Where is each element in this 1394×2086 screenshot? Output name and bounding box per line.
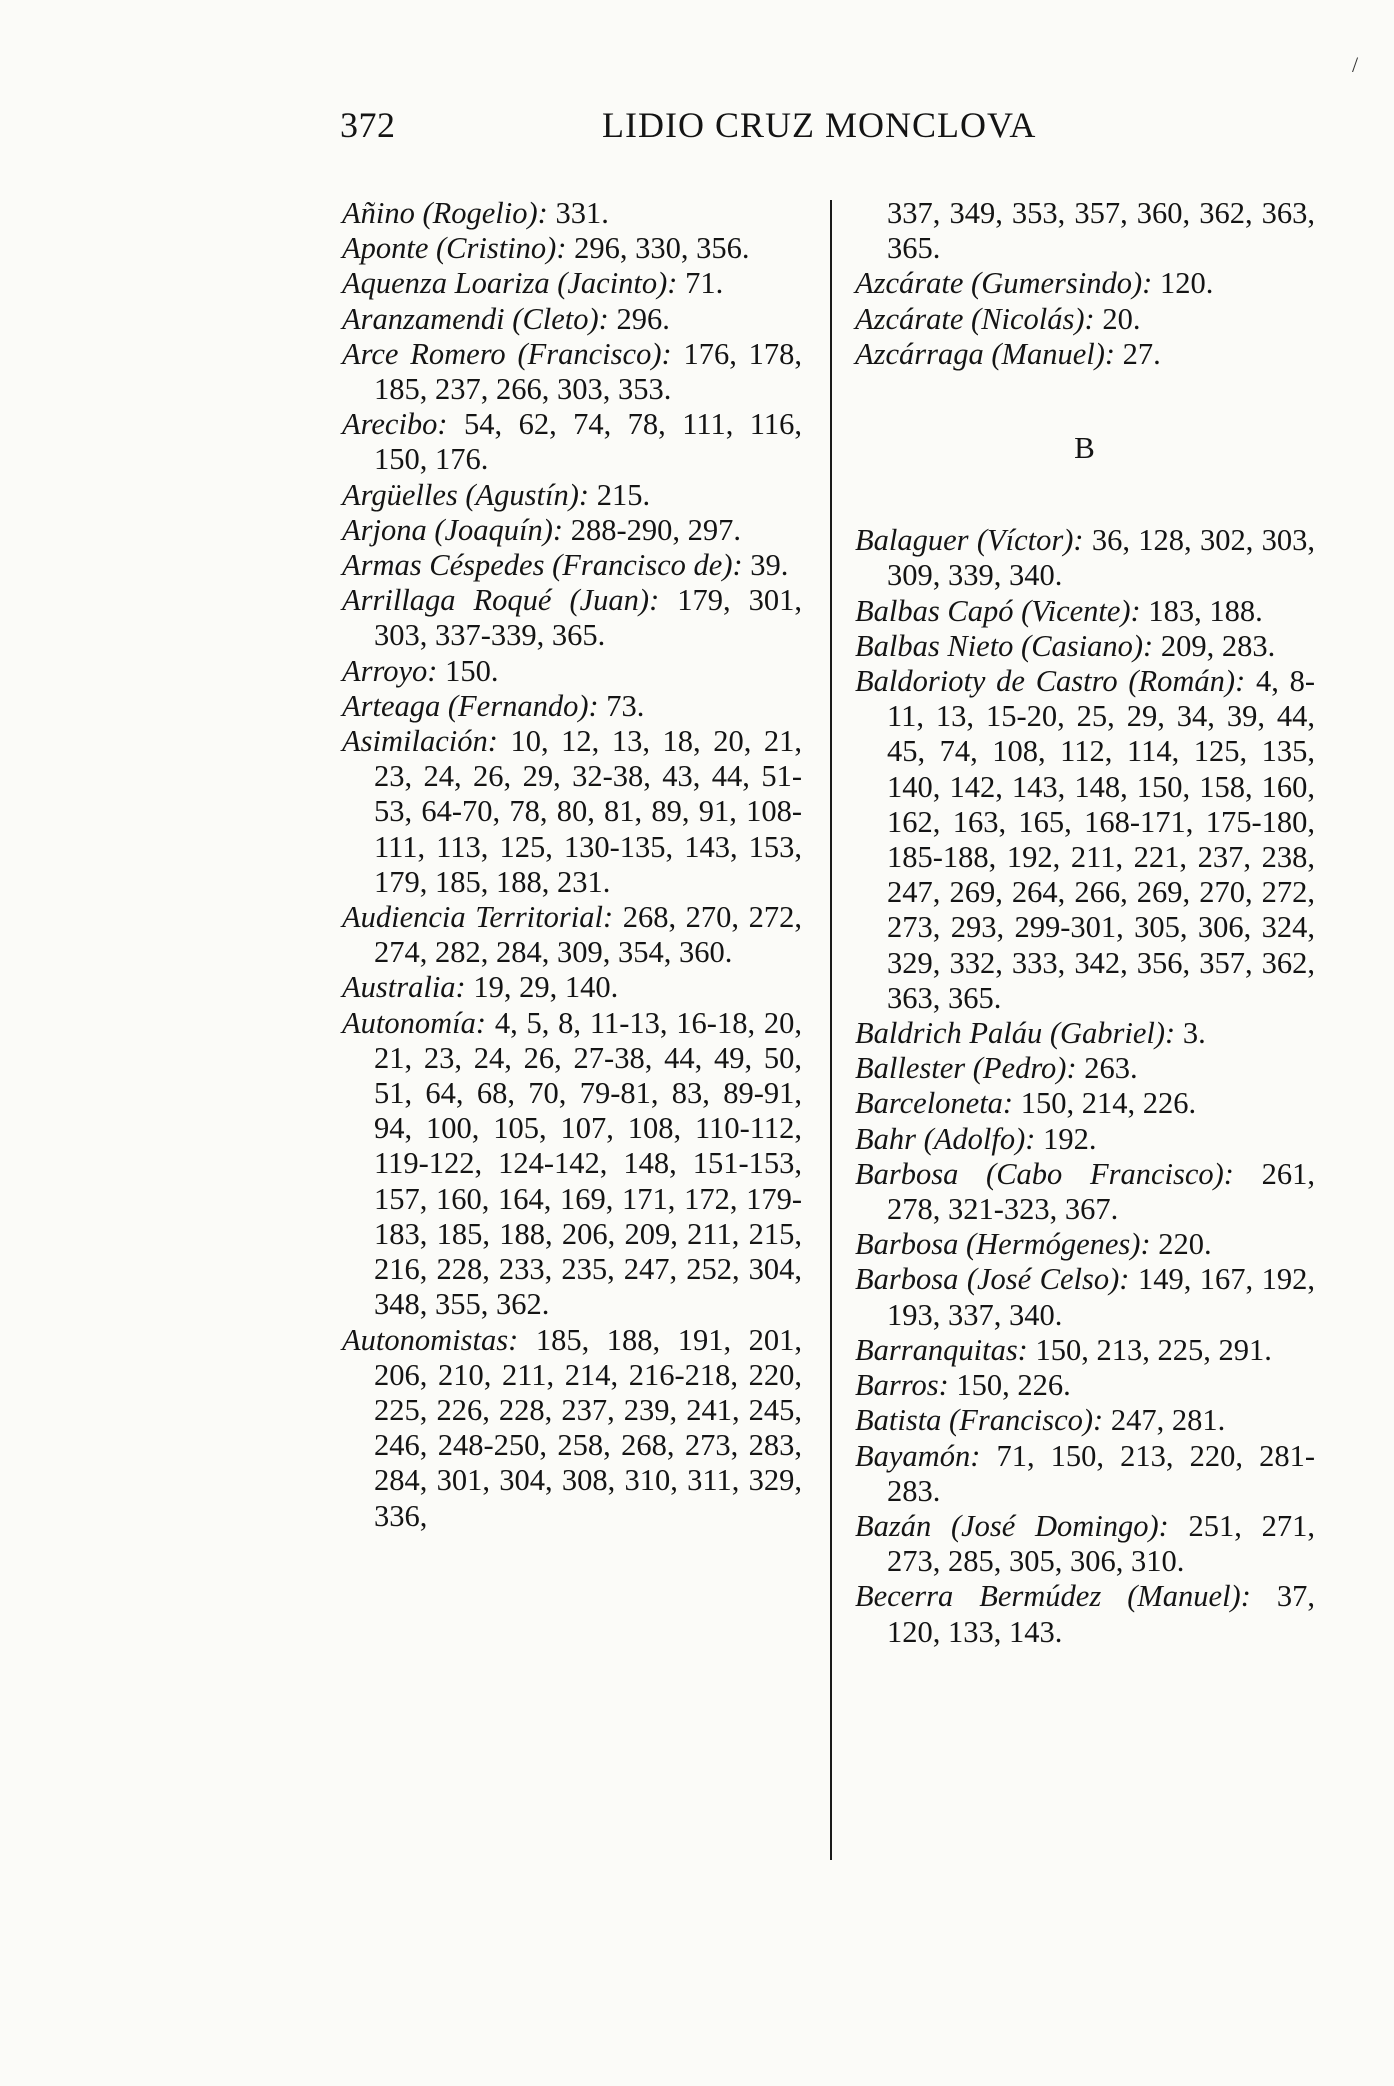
index-entry <box>342 302 802 337</box>
index-pages: 247, 281. <box>1110 1403 1226 1438</box>
index-entry <box>342 583 802 653</box>
index-entry <box>342 513 802 548</box>
index-term: Azcárate (Gumersindo): <box>855 266 1153 301</box>
index-entry <box>855 594 1315 629</box>
index-pages: 71, 150, 213, 220, 281-283. <box>887 1438 1315 1508</box>
index-term: Barceloneta: <box>855 1086 1014 1121</box>
index-entry <box>342 970 802 1005</box>
index-entry <box>342 1323 802 1534</box>
index-column-left <box>342 196 802 1534</box>
index-entry <box>342 1006 802 1323</box>
index-term: Baldrich Paláu (Gabriel): <box>855 1016 1176 1051</box>
index-pages: 39. <box>750 548 789 583</box>
index-pages: 263. <box>1084 1051 1138 1086</box>
index-pages: 37, 120, 133, 143. <box>887 1579 1316 1649</box>
index-term: Aquenza Loariza (Jacinto): <box>342 266 678 301</box>
index-entry <box>342 548 802 583</box>
index-term: Arteaga (Fernando): <box>342 688 599 723</box>
index-term: Bahr (Adolfo): <box>855 1121 1036 1156</box>
index-term: Armas Céspedes (Francisco de): <box>342 548 743 583</box>
index-pages: 120. <box>1159 266 1214 301</box>
index-term: Bazán (José Domingo): <box>855 1508 1169 1543</box>
index-pages: 268, 270, 272, 274, 282, 284, 309, 354, 360. <box>374 900 803 970</box>
index-entry <box>342 478 802 513</box>
index-pages: 251, 271, 273, 285, 305, 306, 310. <box>887 1508 1315 1579</box>
index-entry <box>342 407 802 477</box>
index-pages: 192. <box>1043 1121 1097 1156</box>
index-term: Barros: <box>855 1368 949 1403</box>
index-pages: 209, 283. <box>1160 628 1276 663</box>
running-title: LIDIO CRUZ MONCLOVA <box>602 105 1037 145</box>
index-pages: 215. <box>596 477 651 512</box>
index-pages: 150, 214, 226. <box>1020 1086 1197 1121</box>
index-term: Becerra Bermúdez (Manuel): <box>855 1579 1251 1614</box>
page-number: 372 <box>340 105 396 145</box>
index-pages: 10, 12, 13, 18, 20, 21, 23, 24, 26, 29, 32-38, 43, 44, 51-53, 64-70, 78, 80, 81, 89, 91, 108-111, 113, 125, 130-135, 143, 153, 179, 185, 188, 231. <box>374 724 802 899</box>
index-term: Australia: <box>342 970 466 1005</box>
index-term: Aranzamendi (Cleto): <box>342 301 609 336</box>
index-term: Aponte (Cristino): <box>342 231 567 266</box>
index-column-right <box>855 196 1315 1650</box>
index-term: Barranquitas: <box>855 1332 1028 1367</box>
index-entry <box>342 196 802 231</box>
index-entry <box>855 1403 1315 1438</box>
index-pages: 261, 278, 321-323, 367. <box>887 1156 1315 1227</box>
index-entry <box>342 337 802 407</box>
index-pages: 296. <box>616 301 670 336</box>
index-pages: 185, 188, 191, 201, 206, 210, 211, 214, 216-218, 220, 225, 226, 228, 237, 239, 241, 245, 246, 248-250, 258, 268, 273, 283, 284, 301, 304, 308, 310, 311, 329, 336, <box>374 1322 803 1533</box>
index-entries-b <box>855 523 1315 1650</box>
index-entry <box>855 337 1315 372</box>
index-pages: 220. <box>1158 1227 1212 1262</box>
index-entry <box>342 231 802 266</box>
index-entry <box>342 900 802 970</box>
index-entry <box>342 266 802 301</box>
index-pages: 150, 226. <box>956 1368 1071 1403</box>
index-entry <box>855 664 1315 1016</box>
index-entry <box>855 1157 1315 1227</box>
index-entry <box>855 1439 1315 1509</box>
index-pages: 331. <box>555 196 609 230</box>
index-entry <box>855 1122 1315 1157</box>
index-pages: 27. <box>1122 336 1161 371</box>
index-pages: 19, 29, 140. <box>473 970 619 1005</box>
index-entry <box>855 1227 1315 1262</box>
index-pages: 176, 178, 185, 237, 266, 303, 353. <box>374 336 803 407</box>
index-pages: 183, 188. <box>1148 593 1263 628</box>
index-term: Azcárraga (Manuel): <box>855 336 1116 371</box>
index-entry-continuation: 337, 349, 353, 357, 360, 362, 363, 365. <box>887 196 1315 266</box>
index-term: Audiencia Territorial: <box>342 900 614 935</box>
index-pages: 179, 301, 303, 337-339, 365. <box>374 583 803 653</box>
index-term: Arrillaga Roqué (Juan): <box>342 583 660 618</box>
index-entry <box>855 1051 1315 1086</box>
index-entry <box>855 302 1315 337</box>
index-term: Barbosa (Hermógenes): <box>855 1227 1151 1262</box>
index-entry <box>855 629 1315 664</box>
index-term: Bayamón: <box>855 1438 981 1473</box>
index-term: Asimilación: <box>342 724 498 759</box>
index-term: Ballester (Pedro): <box>855 1051 1077 1086</box>
section-letter: B <box>1074 430 1096 466</box>
index-entry <box>855 523 1315 593</box>
index-term: Arjona (Joaquín): <box>342 512 564 547</box>
index-pages: 54, 62, 74, 78, 111, 116, 150, 176. <box>374 407 803 477</box>
index-term: Añino (Rogelio): <box>342 196 548 230</box>
index-term: Balaguer (Víctor): <box>855 523 1084 558</box>
index-term: Arecibo: <box>342 407 448 442</box>
index-entry <box>855 266 1315 301</box>
index-entry <box>855 1016 1315 1051</box>
scan-mark: / <box>1352 52 1359 77</box>
page-header <box>340 104 1040 152</box>
index-term: Autonomistas: <box>342 1322 519 1357</box>
index-term: Argüelles (Agustín): <box>342 477 590 512</box>
index-pages: 71. <box>685 266 724 301</box>
index-pages: 20. <box>1102 301 1141 336</box>
index-term: Barbosa (José Celso): <box>855 1262 1130 1297</box>
index-term: Balbas Capó (Vicente): <box>855 593 1141 628</box>
index-pages: 288-290, 297. <box>570 512 742 547</box>
index-entry <box>855 1368 1315 1403</box>
index-entry <box>855 1262 1315 1332</box>
index-entry <box>855 1086 1315 1121</box>
index-pages: 73. <box>606 688 645 723</box>
index-term: Baldorioty de Castro (Román): <box>855 664 1246 699</box>
index-term: Autonomía: <box>342 1005 487 1040</box>
index-term: Batista (Francisco): <box>855 1403 1104 1438</box>
index-entry <box>855 1579 1315 1649</box>
index-term: Arce Romero (Francisco): <box>342 336 672 371</box>
index-entry <box>855 1509 1315 1579</box>
index-pages: 149, 167, 192, 193, 337, 340. <box>887 1262 1316 1332</box>
column-divider <box>830 200 832 1860</box>
index-pages: 150, 213, 225, 291. <box>1035 1332 1272 1367</box>
index-pages: 36, 128, 302, 303, 309, 339, 340. <box>887 523 1316 593</box>
index-pages: 4, 5, 8, 11-13, 16-18, 20, 21, 23, 24, 26, 27-38, 44, 49, 50, 51, 64, 68, 70, 79-81, 83, 89-91, 94, 100, 105, 107, 108, 110-112, 119-122, 124-142, 148, 151-153, 157, 160, 164, 169, 171, 172, 179-183, 185, 188, 206, 209, 211, 215, 216, 228, 233, 235, 247, 252, 304, 348, 355, 362. <box>374 1005 803 1322</box>
index-entries-a <box>855 266 1315 372</box>
index-term: Balbas Nieto (Casiano): <box>855 628 1154 663</box>
index-term: Azcárate (Nicolás): <box>855 301 1095 336</box>
index-entry <box>855 1333 1315 1368</box>
index-pages: 3. <box>1182 1016 1206 1051</box>
index-term: Arroyo: <box>342 653 438 688</box>
index-term: Barbosa (Cabo Francisco): <box>855 1156 1234 1191</box>
index-entry <box>342 724 802 900</box>
index-entry <box>342 689 802 724</box>
index-entry <box>342 654 802 689</box>
index-pages: 150. <box>445 653 499 688</box>
index-pages: 296, 330, 356. <box>574 231 750 266</box>
index-pages: 4, 8-11, 13, 15-20, 25, 29, 34, 39, 44, 45, 74, 108, 112, 114, 125, 135, 140, 142, 143, 148, 150, 158, 160, 162, 163, 165, 168-171, 175-180, 185-188, 192, 211, 221, 237, 238, 247, 269, 264, 266, 269, 270, 272, 273, 293, 299-301, 305, 306, 324, 329, 332, 333, 342, 356, 357, 362, 363, 365. <box>887 664 1315 1015</box>
